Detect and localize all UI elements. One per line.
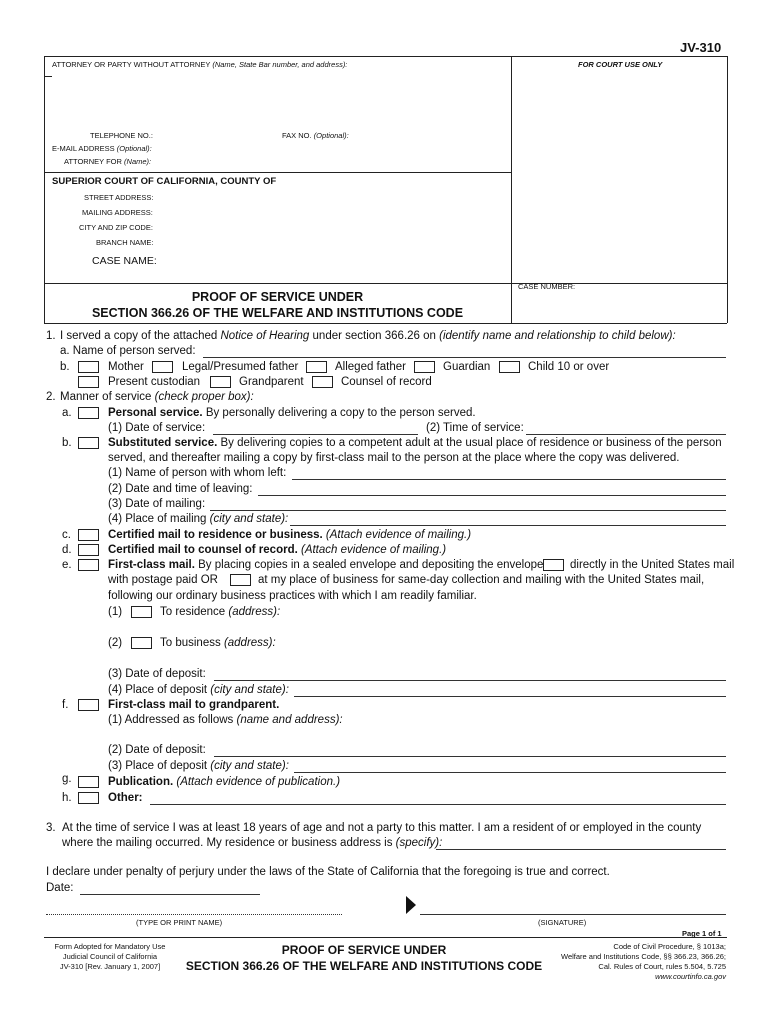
sign-here-arrow-icon (406, 896, 416, 914)
item3-number: 3. (46, 822, 56, 834)
date-of-service-label: (1) Date of service: (108, 422, 206, 434)
counsel-label: Counsel of record (341, 376, 432, 388)
legal-father-checkbox[interactable] (152, 361, 173, 373)
website-link[interactable]: www.courtinfo.ca.gov (655, 972, 726, 981)
certified-residence-checkbox[interactable] (78, 529, 99, 541)
substituted-service-text2: served, and thereafter mailing a copy by first-class mail to the person at the place where the copy was delivered. (108, 452, 680, 464)
place-mailing-field[interactable] (290, 525, 726, 526)
item2-text: Manner of service (check proper box): (60, 391, 254, 403)
certified-residence-text: Certified mail to residence or business. (Attach evidence of mailing.) (108, 529, 472, 541)
time-of-service-field[interactable] (526, 434, 726, 435)
item2f-letter: f. (62, 699, 69, 711)
to-residence-label: To residence (address): (160, 606, 281, 618)
name-served-label: a. Name of person served: (60, 345, 196, 357)
publication-text: Publication. (Attach evidence of publication.) (108, 776, 341, 788)
type-name-label: (TYPE OR PRINT NAME) (136, 918, 223, 927)
child-label: Child 10 or over (528, 361, 610, 373)
grandparent-label: Grandparent (239, 376, 304, 388)
gp-place-deposit-field[interactable] (294, 772, 726, 773)
grandparent-mail-checkbox[interactable] (78, 699, 99, 711)
grandparent-mail-text: First-class mail to grandparent. (108, 699, 280, 711)
grandparent-checkbox[interactable] (210, 376, 231, 388)
form-id: JV-310 (680, 40, 722, 55)
e1-number: (1) (108, 606, 123, 618)
personal-service-checkbox[interactable] (78, 407, 99, 419)
to-residence-checkbox[interactable] (131, 606, 152, 618)
court-use-label: FOR COURT USE ONLY (578, 60, 663, 69)
item2b-letter: b. (62, 437, 72, 449)
street-address-label: STREET ADDRESS: (84, 193, 154, 202)
item1-text: I served a copy of the attached Notice of Hearing under section 366.26 on (identify name and relationship to child below): (60, 330, 676, 342)
date-label: Date: (46, 882, 74, 894)
city-zip-label: CITY AND ZIP CODE: (79, 223, 153, 232)
e2-number: (2) (108, 637, 123, 649)
other-text: Other: (108, 792, 143, 804)
other-checkbox[interactable] (78, 792, 99, 804)
case-name-label: CASE NAME: (92, 255, 157, 267)
alleged-father-label: Alleged father (335, 361, 406, 373)
substituted-service-checkbox[interactable] (78, 437, 99, 449)
item3-text2: where the mailing occurred. My residence or business address is (specify): (62, 837, 443, 849)
signature-label: (SIGNATURE) (538, 918, 587, 927)
name-served-field[interactable] (203, 357, 726, 358)
page-number: Page 1 of 1 (682, 929, 722, 938)
guardian-checkbox[interactable] (414, 361, 435, 373)
gp-date-deposit-field[interactable] (214, 756, 726, 757)
date-time-leaving-field[interactable] (258, 495, 726, 496)
us-mail-checkbox[interactable] (543, 559, 564, 571)
certified-counsel-checkbox[interactable] (78, 544, 99, 556)
form-adopted: Form Adopted for Mandatory Use Judicial Council of California JV-310 [Rev. January 1, 2007] (54, 942, 166, 971)
place-deposit-label: (4) Place of deposit (city and state): (108, 684, 289, 696)
item1-number: 1. (46, 330, 56, 342)
case-number-label: CASE NUMBER: (518, 282, 576, 291)
postage-text: with postage paid OR (108, 574, 218, 586)
date-deposit-label: (3) Date of deposit: (108, 668, 206, 680)
declaration-text: I declare under penalty of perjury under the laws of the State of California that the foregoing is true and correct. (46, 866, 610, 878)
first-class-mail-checkbox[interactable] (78, 559, 99, 571)
footer-title: PROOF OF SERVICE UNDER SECTION 366.26 OF THE WELFARE AND INSTITUTIONS CODE (185, 943, 543, 973)
first-class-mail-text: First-class mail. By placing copies in a sealed envelope and depositing the envelope (108, 559, 544, 571)
to-business-label: To business (address): (160, 637, 276, 649)
other-field[interactable] (150, 804, 726, 805)
business-mail-checkbox[interactable] (230, 574, 251, 586)
date-of-service-field[interactable] (213, 434, 418, 435)
date-deposit-field[interactable] (214, 680, 726, 681)
item2a-letter: a. (62, 407, 72, 419)
certified-counsel-text: Certified mail to counsel of record. (Attach evidence of mailing.) (108, 544, 447, 556)
item2c-letter: c. (62, 529, 71, 541)
to-business-checkbox[interactable] (131, 637, 152, 649)
time-of-service-label: (2) Time of service: (426, 422, 524, 434)
item3-text: At the time of service I was at least 18 years of age and not a party to this matter. I am a resident of or employed in the county (62, 822, 702, 834)
place-mailing-label: (4) Place of mailing (city and state): (108, 513, 289, 525)
date-mailing-field[interactable] (210, 510, 726, 511)
item1b-label: b. (60, 361, 70, 373)
child-checkbox[interactable] (499, 361, 520, 373)
alleged-father-checkbox[interactable] (306, 361, 327, 373)
attorney-for-label: ATTORNEY FOR (Name): (64, 157, 152, 166)
business-practices-text: following our ordinary business practices with which I am readily familiar. (108, 590, 477, 602)
person-left-label: (1) Name of person with whom left: (108, 467, 287, 479)
fax-label: FAX NO. (Optional): (282, 131, 349, 140)
place-deposit-field[interactable] (294, 696, 726, 697)
branch-name-label: BRANCH NAME: (96, 238, 154, 247)
type-name-field[interactable] (46, 914, 342, 915)
date-field[interactable] (80, 894, 260, 895)
email-label: E-MAIL ADDRESS (Optional): (52, 144, 152, 153)
guardian-label: Guardian (443, 361, 491, 373)
signature-field[interactable] (420, 914, 726, 915)
business-mail-text: at my place of business for same-day collection and mailing with the United States mail, (258, 574, 705, 586)
personal-service-text: Personal service. By personally delivering a copy to the person served. (108, 407, 476, 419)
item2e-letter: e. (62, 559, 72, 571)
court-label: SUPERIOR COURT OF CALIFORNIA, COUNTY OF (52, 176, 277, 187)
residence-address-field[interactable] (436, 849, 726, 850)
legal-father-label: Legal/Presumed father (182, 361, 299, 373)
mailing-address-label: MAILING ADDRESS: (82, 208, 153, 217)
mother-label: Mother (108, 361, 144, 373)
item2g-letter: g. (62, 773, 72, 785)
date-time-leaving-label: (2) Date and time of leaving: (108, 483, 253, 495)
mother-checkbox[interactable] (78, 361, 99, 373)
substituted-service-text: Substituted service. By delivering copies to a competent adult at the usual place of residence or business of the person (108, 437, 722, 449)
caption-title: PROOF OF SERVICE UNDER SECTION 366.26 OF THE WELFARE AND INSTITUTIONS CODE (91, 290, 464, 320)
custodian-checkbox[interactable] (78, 376, 99, 388)
attorney-label: ATTORNEY OR PARTY WITHOUT ATTORNEY (Name, State Bar number, and address): (52, 60, 348, 69)
us-mail-text: directly in the United States mail (570, 559, 735, 571)
custodian-label: Present custodian (108, 376, 201, 388)
counsel-checkbox[interactable] (312, 376, 333, 388)
gp-place-deposit-label: (3) Place of deposit (city and state): (108, 760, 289, 772)
publication-checkbox[interactable] (78, 776, 99, 788)
item2h-letter: h. (62, 792, 72, 804)
person-left-field[interactable] (292, 479, 726, 480)
gp-date-deposit-label: (2) Date of deposit: (108, 744, 206, 756)
date-mailing-label: (3) Date of mailing: (108, 498, 206, 510)
legal-references: Code of Civil Procedure, § 1013a; Welfare and Institutions Code, §§ 366.23, 366.26; Cal. Rules of Court, rules 5.504, 5.725 www.courtinfo.ca.gov (540, 942, 726, 982)
addressed-label: (1) Addressed as follows (name and address): (108, 714, 343, 726)
item2d-letter: d. (62, 544, 72, 556)
item2-number: 2. (46, 391, 56, 403)
telephone-label: TELEPHONE NO.: (90, 131, 153, 140)
